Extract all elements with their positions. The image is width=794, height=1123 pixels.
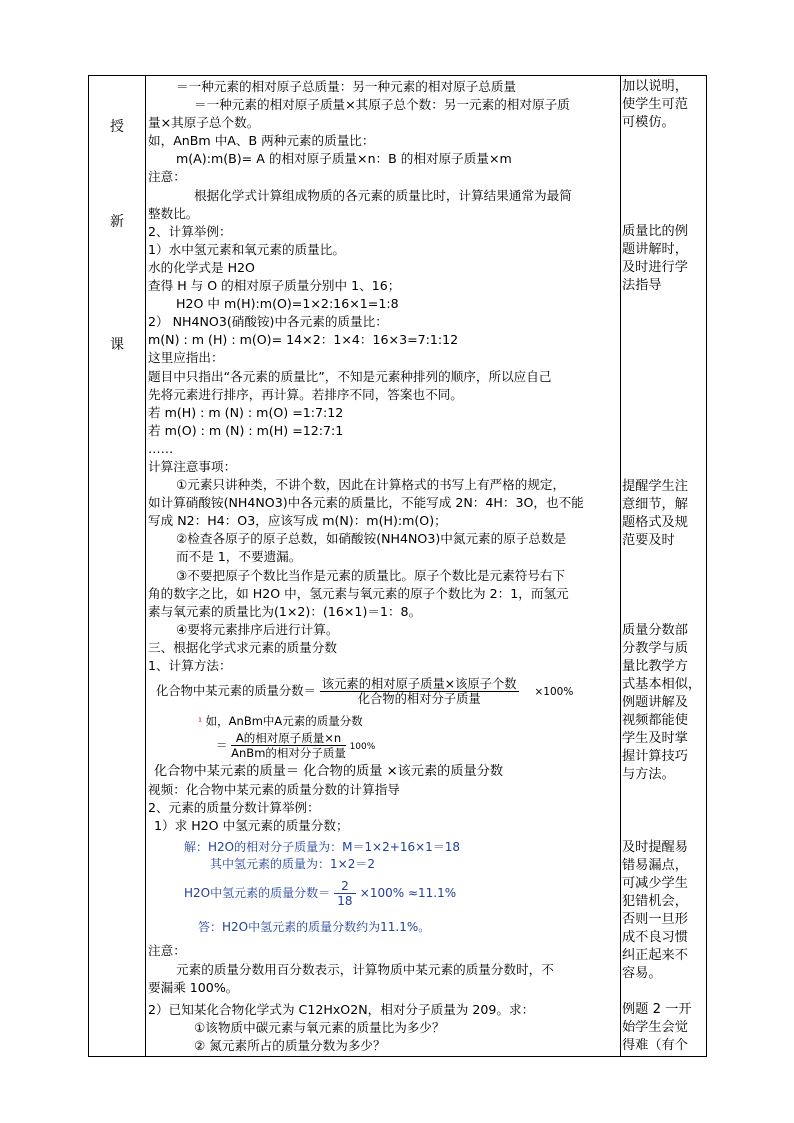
note-group-1 <box>622 78 704 132</box>
content-line: 题目中只指出“各元素的质量比”，不知是元素种排列的顺序，所以应自己 <box>148 368 552 384</box>
solution-denominator: 18 <box>337 894 353 909</box>
content-line: ＝一种元素的相对原子质量×其原子总个数：另一元素的相对原子质 <box>194 97 570 113</box>
note-line: 质量分数部 <box>622 623 688 638</box>
note-group-5 <box>622 839 704 983</box>
content-line: 2）已知某化合物化学式为 C12HxO2N，相对分子质量为 209。求： <box>148 1001 535 1017</box>
note-line: 质量比的例 <box>622 224 688 239</box>
note-line: 范要及时 <box>622 533 675 548</box>
example-formula-tail: 100% <box>349 742 376 753</box>
formula-tail: ×100% <box>534 686 574 699</box>
ending-block <box>148 942 620 1054</box>
note-group-4 <box>622 622 704 784</box>
content-line: 2、元素的质量分数计算举例： <box>148 800 320 816</box>
note-line: 量比教学方 <box>622 659 688 674</box>
content-line: ② 氮元素所占的质量分数为多少？ <box>194 1037 386 1053</box>
note-line: 否则一旦形 <box>622 912 688 927</box>
note-line: 成不良习惯 <box>622 930 688 945</box>
column-divider-right <box>620 76 621 1056</box>
note-line: 例题 2 一开 <box>622 1002 692 1017</box>
content-line: …… <box>148 440 174 456</box>
content-line: 查得 H 与 O 的相对原子质量分别中 1、16； <box>148 278 401 294</box>
note-line: 犯错机会， <box>622 894 688 909</box>
mass-fraction-formula <box>156 677 620 713</box>
note-line: 学生及时掌 <box>622 731 688 746</box>
content-line: 视频：化合物中某元素的质量分数的计算指导 <box>148 782 400 798</box>
content-line: 角的数字之比，如 H2O 中，氢元素与氧元素的原子个数比为 2：1，而氢元 <box>148 585 569 601</box>
note-line: 提醒学生注 <box>622 479 688 494</box>
formula-fraction <box>320 677 519 706</box>
content-line: 若 m(H) : m (N) : m(O) =1:7:12 <box>148 404 344 420</box>
stage-label-2: 新 <box>110 214 124 230</box>
formula-denominator: 化合物的相对分子质量 <box>357 692 481 707</box>
content-line: 而不是 1，不要遗漏。 <box>176 549 302 565</box>
content-line: 1）求 H2O 中氢元素的质量分数； <box>154 818 349 834</box>
content-line: m(N) : m (H) : m(O)= 14×2：1×4：16×3=7:1:12 <box>148 332 459 348</box>
content-line: 计算注意事项： <box>148 458 237 474</box>
solution-numerator: 2 <box>334 879 356 894</box>
content-line: 元素的质量分数用百分数表示，计算物质中某元素的质量分数时，不 <box>176 961 554 977</box>
note-line: 题格式及规 <box>622 515 688 530</box>
formula-lhs: 化合物中某元素的质量分数＝ <box>156 684 316 699</box>
content-line: 素与氧元素的质量比为(1×2)：(16×1)＝1：8。 <box>148 603 422 619</box>
content-line: 根据化学式计算组成物质的各元素的质量比时，计算结果通常为最简 <box>194 187 572 203</box>
note-group-3 <box>622 478 704 550</box>
note-line: 题讲解时， <box>622 242 688 257</box>
example-formula-fraction <box>231 731 346 760</box>
note-group-2 <box>622 223 704 295</box>
solution-answer: 答：H2O中氢元素的质量分数约为11.1%。 <box>198 920 431 935</box>
solution-line-1: 解：H2O的相对分子质量为：M＝1×2+16×1＝18 <box>184 840 461 855</box>
content-line: 写成 N2：H4：O3，应该写成 m(N)：m(H):m(O)； <box>148 513 447 529</box>
note-line: 使学生可范 <box>622 97 688 112</box>
note-line: 式基本相似， <box>622 677 702 692</box>
content-line: 若 m(O) : m (N) : m(H) =12:7:1 <box>148 422 344 438</box>
solution-lhs: H2O中氢元素的质量分数＝ <box>184 886 331 901</box>
content-line: 要漏乘 100%。 <box>148 979 239 995</box>
content-line: ③不要把原子个数比当作是元素的质量比。原子个数比是元素符号右下 <box>176 567 566 583</box>
column-divider-left <box>145 76 146 1056</box>
solution-formula <box>184 879 620 919</box>
note-line: 可减少学生 <box>622 876 688 891</box>
example-formula-lead: 如，AnBm中A元素的质量分数 <box>205 714 363 729</box>
example-formula-numerator: A的相对原子质量×n <box>231 731 346 746</box>
stage-column <box>89 76 145 1056</box>
note-line: 视频都能使 <box>622 713 688 728</box>
content-line: 化合物中某元素的质量＝ 化合物的质量 ×该元素的质量分数 <box>154 764 504 780</box>
content-line: 这里应指出： <box>148 350 224 366</box>
note-line: 及时进行学 <box>622 260 688 275</box>
content-line: 2、计算举例： <box>148 223 232 239</box>
example-formula-denominator: AnBm的相对分子质量 <box>231 746 346 761</box>
note-line: 容易。 <box>622 966 662 981</box>
content-line: 三、根据化学式求元素的质量分数 <box>148 639 337 655</box>
content-line: 1）水中氢元素和氧元素的质量比。 <box>148 241 345 257</box>
content-line: 注意： <box>148 943 186 959</box>
content-line: ④要将元素排序后进行计算。 <box>176 621 339 637</box>
lesson-table <box>88 75 707 1057</box>
note-line: 握计算技巧 <box>622 749 688 764</box>
content-line: 量×其原子总个数。 <box>148 115 260 131</box>
note-line: 与方法。 <box>622 767 675 782</box>
note-line: 始学生会觉 <box>622 1020 688 1035</box>
note-line: 及时提醒易 <box>622 840 688 855</box>
note-line: 意细节，解 <box>622 497 688 512</box>
note-line: 可模仿。 <box>622 115 675 130</box>
content-line: 水的化学式是 H2O <box>148 259 255 275</box>
stage-label-1: 授 <box>110 119 124 135</box>
content-line: 如计算硝酸铵(NH4NO3)中各元素的质量比，不能写成 2N：4H：3O，也不能 <box>148 495 584 511</box>
solution-fraction <box>334 879 356 908</box>
content-line: 1、计算方法： <box>148 658 232 673</box>
content-line: 整数比。 <box>148 205 199 221</box>
content-column <box>148 78 620 1054</box>
note-line: 错易漏点， <box>622 858 688 873</box>
content-line: ①该物质中碳元素与氧元素的质量比为多少？ <box>194 1019 445 1035</box>
note-line: 加以说明， <box>622 79 688 94</box>
solution-line-2: 其中氢元素的质量为：1×2＝2 <box>210 857 375 872</box>
example-formula-eq: ＝ <box>216 738 228 753</box>
stage-label-3: 课 <box>110 337 124 353</box>
content-line: ①元素只讲种类，不讲个数，因此在计算格式的书写上有严格的规定， <box>176 477 566 493</box>
note-line: 例题讲解及 <box>622 695 688 710</box>
content-line: 先将元素进行排序，再计算。若排序不同，答案也不同。 <box>148 386 463 402</box>
example-formula: ¹ 如，AnBm中A元素的质量分数 ＝ $\frac{\text{A的相对原子质量×n}}{\text{AnBm的相对分子质量}}$ 100% <box>198 714 376 761</box>
content-line: m(A):m(B)= A 的相对原子质量×n：B 的相对原子质量×m <box>176 151 512 167</box>
solution-tail: ×100% ≈11.1% <box>359 886 457 901</box>
content-line: 注意： <box>148 169 186 185</box>
formula-numerator: 该元素的相对原子质量×该原子个数 <box>321 677 517 692</box>
note-line: 纠正起来不 <box>622 948 688 963</box>
content-line: ②检查各原子的原子总数，如硝酸铵(NH4NO3)中氮元素的原子总数是 <box>176 531 567 547</box>
content-line: ＝一种元素的相对原子总质量：另一种元素的相对原子总质量 <box>176 79 517 94</box>
note-line: 分教学与质 <box>622 641 688 656</box>
note-group-6 <box>622 1001 704 1055</box>
solution-block <box>148 839 620 936</box>
content-line: 如，AnBm 中A、B 两种元素的质量比： <box>148 133 375 149</box>
content-line: H2O 中 m(H):m(O)=1×2:16×1=1:8 <box>176 296 399 312</box>
note-line: 法指导 <box>622 278 662 293</box>
note-line: 得难（有个 <box>622 1038 688 1053</box>
content-line: 2） NH4NO3(硝酸铵)中各元素的质量比： <box>148 314 388 330</box>
